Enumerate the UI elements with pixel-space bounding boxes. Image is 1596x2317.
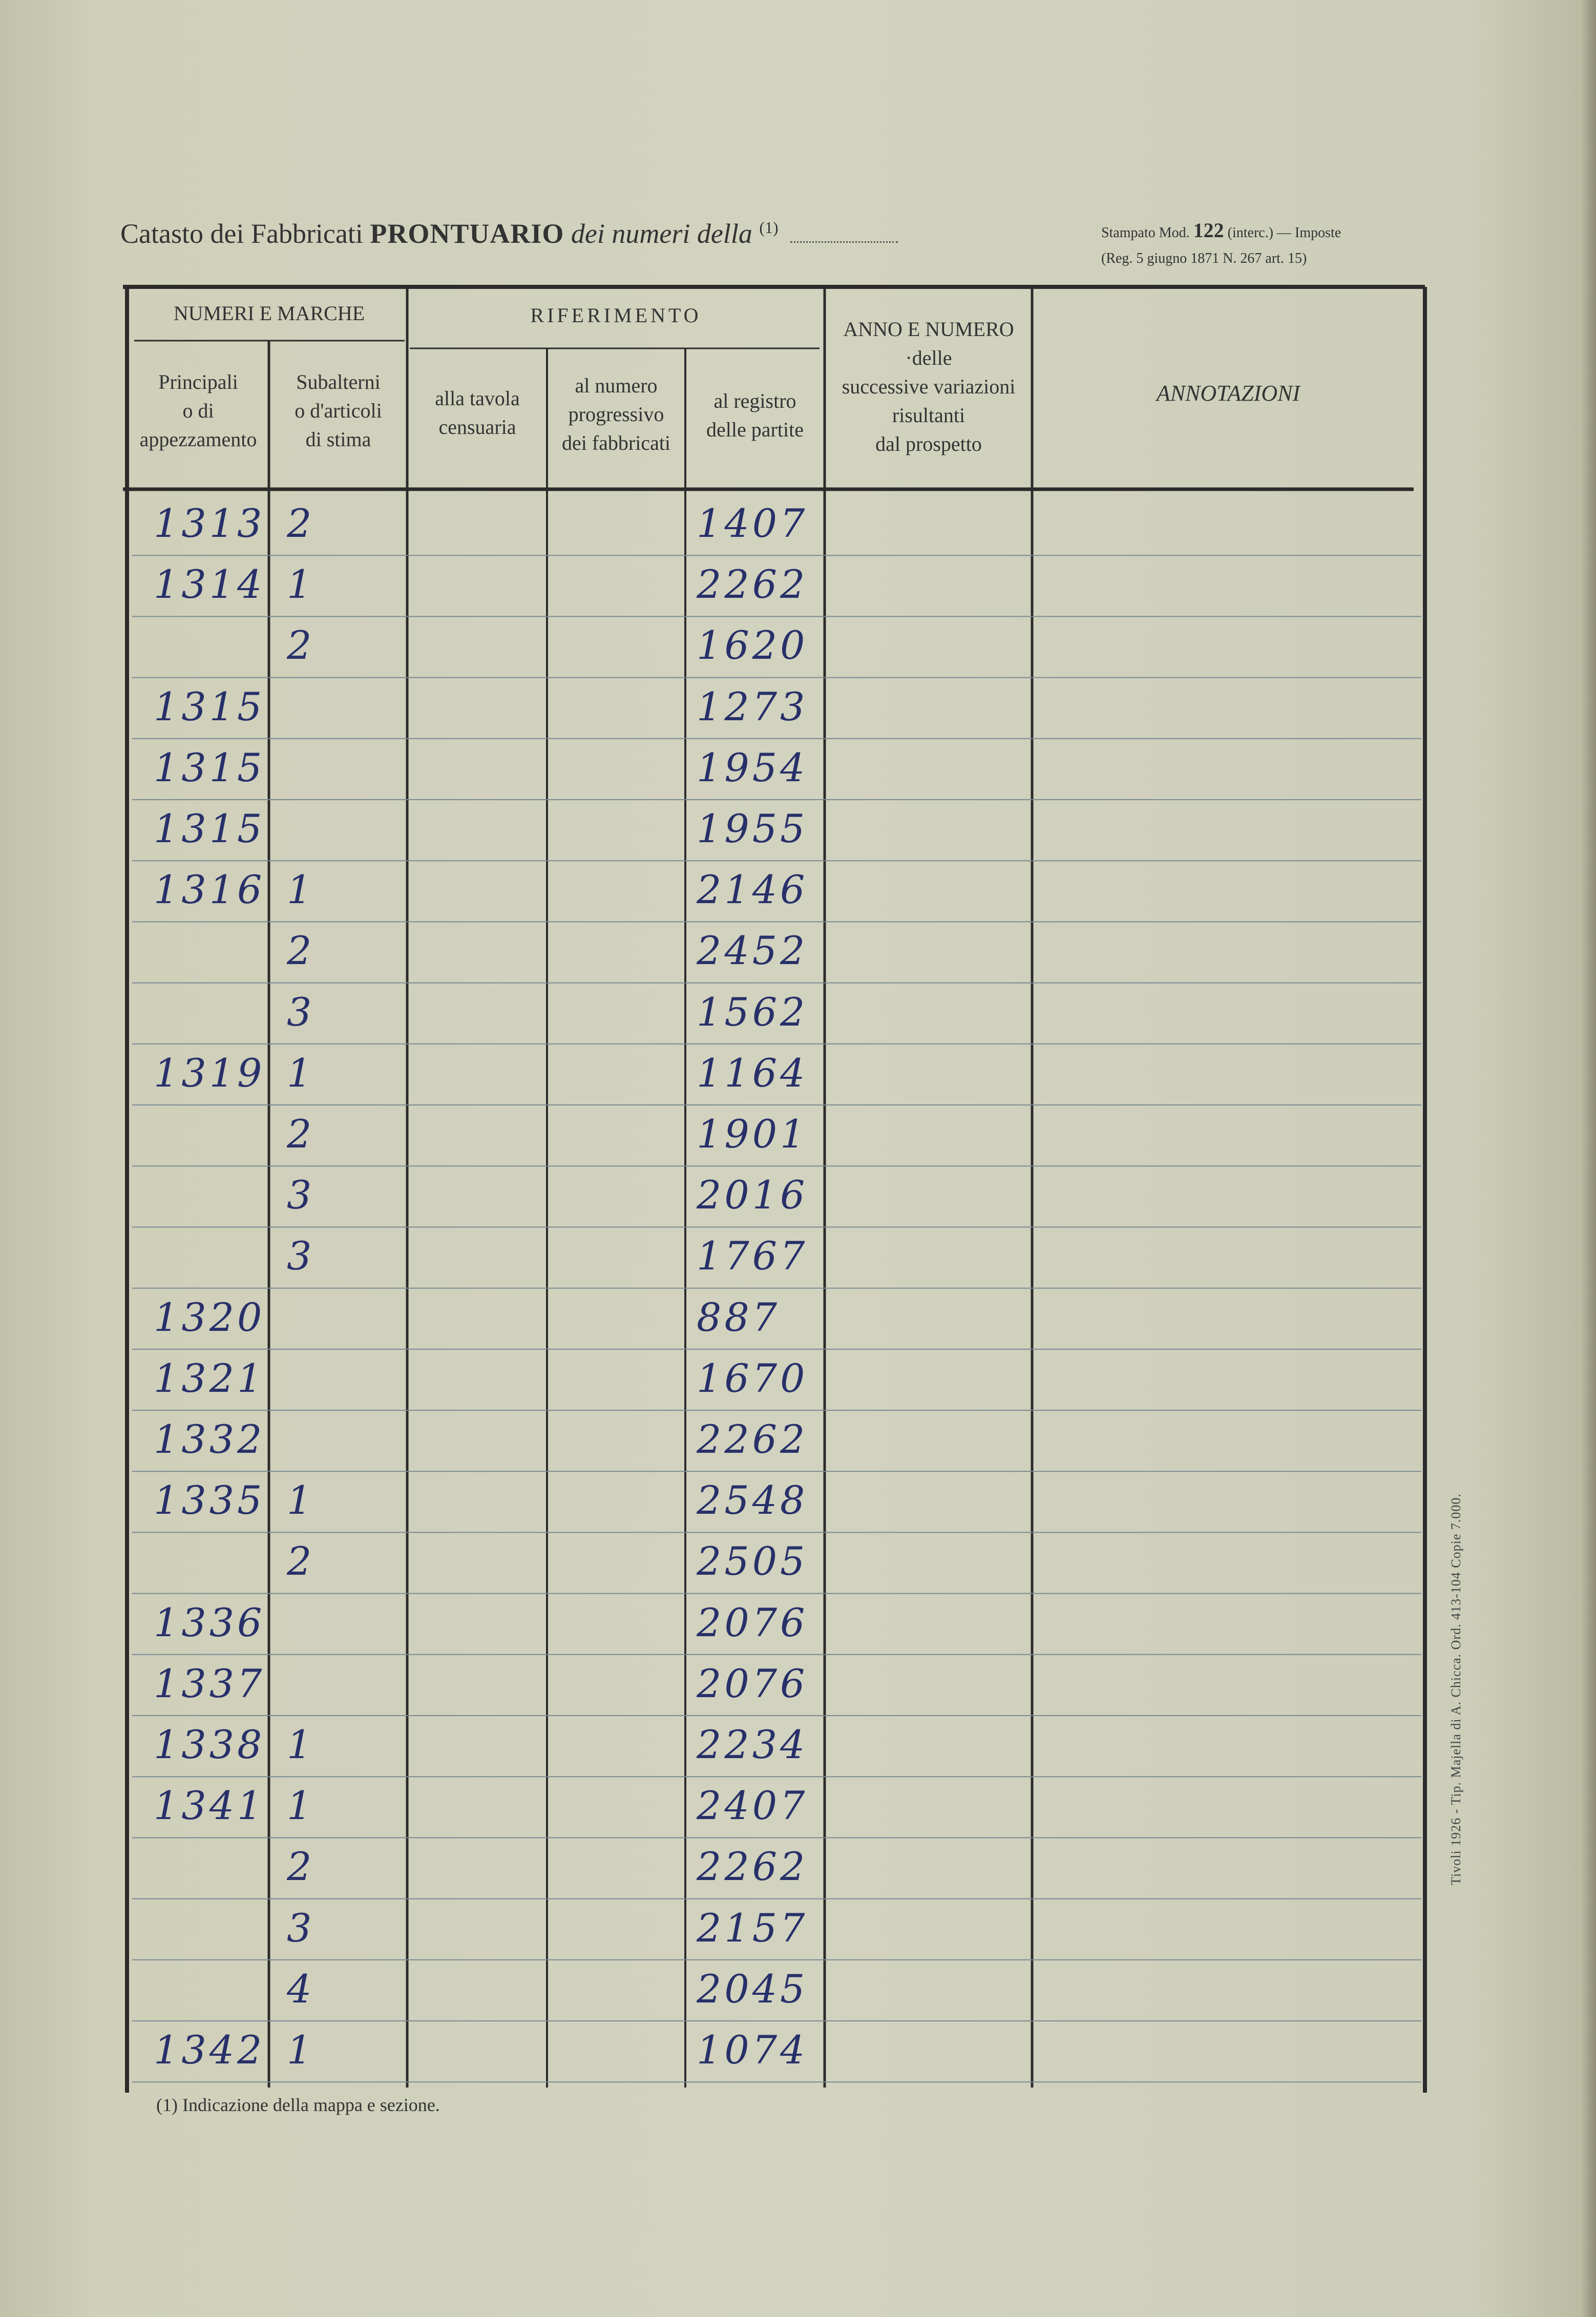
cell-principale: 1320 [154,1294,265,1340]
footnote: (1) Indicazione della mappa e sezione. [156,2095,440,2115]
form-code-suffix: (interc.) — Imposte [1227,225,1341,241]
header-riferimento: RIFERIMENTO [530,304,702,327]
cell-partita: 2076 [697,1599,808,1645]
header-annotazioni: ANNOTAZIONI [1156,381,1300,406]
cell-principale: 1336 [154,1599,265,1645]
cell-partita: 1955 [697,806,808,851]
header-registro-l1: al registro [713,389,796,412]
cell-partita: 1620 [697,622,808,669]
cell-subalterno: 1 [287,561,315,608]
header-numeri-e-marche: NUMERI E MARCHE [173,302,365,325]
header-subalterni-l2: o d'articoli [295,399,382,422]
header-tavola-l2: censuaria [438,415,516,439]
cell-subalterno: 3 [287,1172,315,1218]
form-code [1101,218,1341,272]
cell-principale: 1316 [154,867,265,913]
title-prefix: Catasto dei Fabbricati [120,218,363,249]
cell-principale: 1332 [154,1416,265,1462]
header-principali-l1: Principali [158,370,238,393]
header-subalterni [270,368,406,454]
cell-subalterno: 2 [287,500,315,546]
cell-subalterno: 1 [287,1477,315,1523]
cell-partita: 2146 [697,867,808,913]
header-tavola [409,384,546,442]
title-bold: PRONTUARIO [370,218,564,249]
title-blank-field [790,241,898,243]
cell-principale: 1314 [154,561,265,608]
cell-principale: 1313 [154,500,265,546]
cell-partita: 2262 [697,1844,808,1890]
cell-partita: 1074 [697,2027,808,2073]
cell-partita: 1954 [697,744,808,790]
header-subalterni-l1: Subalterni [296,370,381,393]
header-principali [129,368,267,454]
cell-partita: 1562 [697,989,808,1035]
cell-principale: 1315 [154,806,265,851]
cell-subalterno: 4 [287,1966,315,2012]
form-title [120,218,898,249]
header-variazioni [826,315,1031,458]
header-subalterni-l3: di stima [305,428,371,451]
cell-partita: 2407 [697,1783,808,1829]
cell-principale: 1315 [154,683,265,729]
cell-subalterno: 1 [287,867,315,913]
paper-edge-shadow [1581,0,1596,2317]
cell-subalterno: 3 [287,1233,315,1279]
cell-subalterno: 2 [287,1844,315,1890]
printer-imprint: Tivoli 1926 - Tip. Majella di A. Chicca. Ord. 413-104 Copie 7.000. [1448,1493,1463,1885]
cell-partita: 887 [697,1294,781,1340]
form-code-number: 122 [1193,219,1224,242]
cell-partita: 2262 [697,1416,808,1462]
header-principali-l2: o di [182,399,214,422]
cell-partita: 1767 [697,1233,808,1279]
cell-partita: 2262 [697,561,808,608]
cell-partita: 1164 [697,1050,808,1096]
cell-principale: 1341 [154,1783,265,1829]
header-variazioni-l3: successive variazioni [842,375,1016,398]
cell-principale: 1342 [154,2027,265,2073]
header-variazioni-l1: ANNO E NUMERO [843,318,1014,341]
header-progressivo-l3: dei fabbricati [561,431,671,454]
cell-partita: 2157 [697,1905,808,1951]
form-code-prefix: Stampato Mod. [1101,225,1190,241]
cell-subalterno: 2 [287,1538,315,1584]
cell-subalterno: 1 [287,1783,315,1829]
cell-subalterno: 1 [287,1050,315,1096]
cell-partita: 2045 [697,1966,808,2012]
cell-principale: 1319 [154,1050,265,1096]
cell-principale: 1321 [154,1355,265,1401]
header-progressivo-l1: al numero [575,374,658,397]
header-variazioni-l2: ·delle [905,346,952,369]
cell-partita: 2076 [697,1660,808,1706]
title-italic: dei numeri della [571,218,752,249]
header-variazioni-l4: risultanti [892,404,965,427]
header-registro [686,387,824,444]
cell-principale: 1338 [154,1722,265,1767]
cell-subalterno: 3 [287,1905,315,1951]
cell-partita: 1670 [697,1355,808,1401]
cell-partita: 1407 [697,500,808,546]
header-progressivo-l2: progressivo [568,403,664,426]
cell-principale: 1315 [154,744,265,790]
cell-subalterno: 1 [287,1722,315,1767]
cell-partita: 2505 [697,1538,808,1584]
form-code-line1 [1101,218,1341,246]
cell-principale: 1337 [154,1660,265,1706]
header-registro-l2: delle partite [706,418,804,441]
cell-partita: 2234 [697,1722,808,1767]
cell-subalterno: 2 [287,928,315,974]
cell-partita: 2016 [697,1172,808,1218]
cell-subalterno: 2 [287,622,315,669]
form-code-line2: (Reg. 5 giugno 1871 N. 267 art. 15) [1101,251,1307,266]
header-variazioni-l5: dal prospetto [875,432,982,455]
title-footnote-ref: (1) [759,218,779,237]
cell-subalterno: 2 [287,1111,315,1157]
cell-partita: 1273 [697,683,808,729]
cell-partita: 2452 [697,928,808,974]
header-progressivo [548,371,684,457]
header-principali-l3: appezzamento [139,428,257,451]
header-tavola-l1: alla tavola [435,387,520,410]
cell-subalterno: 3 [287,989,315,1035]
cell-subalterno: 1 [287,2027,315,2073]
cell-principale: 1335 [154,1477,265,1523]
cell-partita: 1901 [697,1111,808,1157]
cell-partita: 2548 [697,1477,808,1523]
